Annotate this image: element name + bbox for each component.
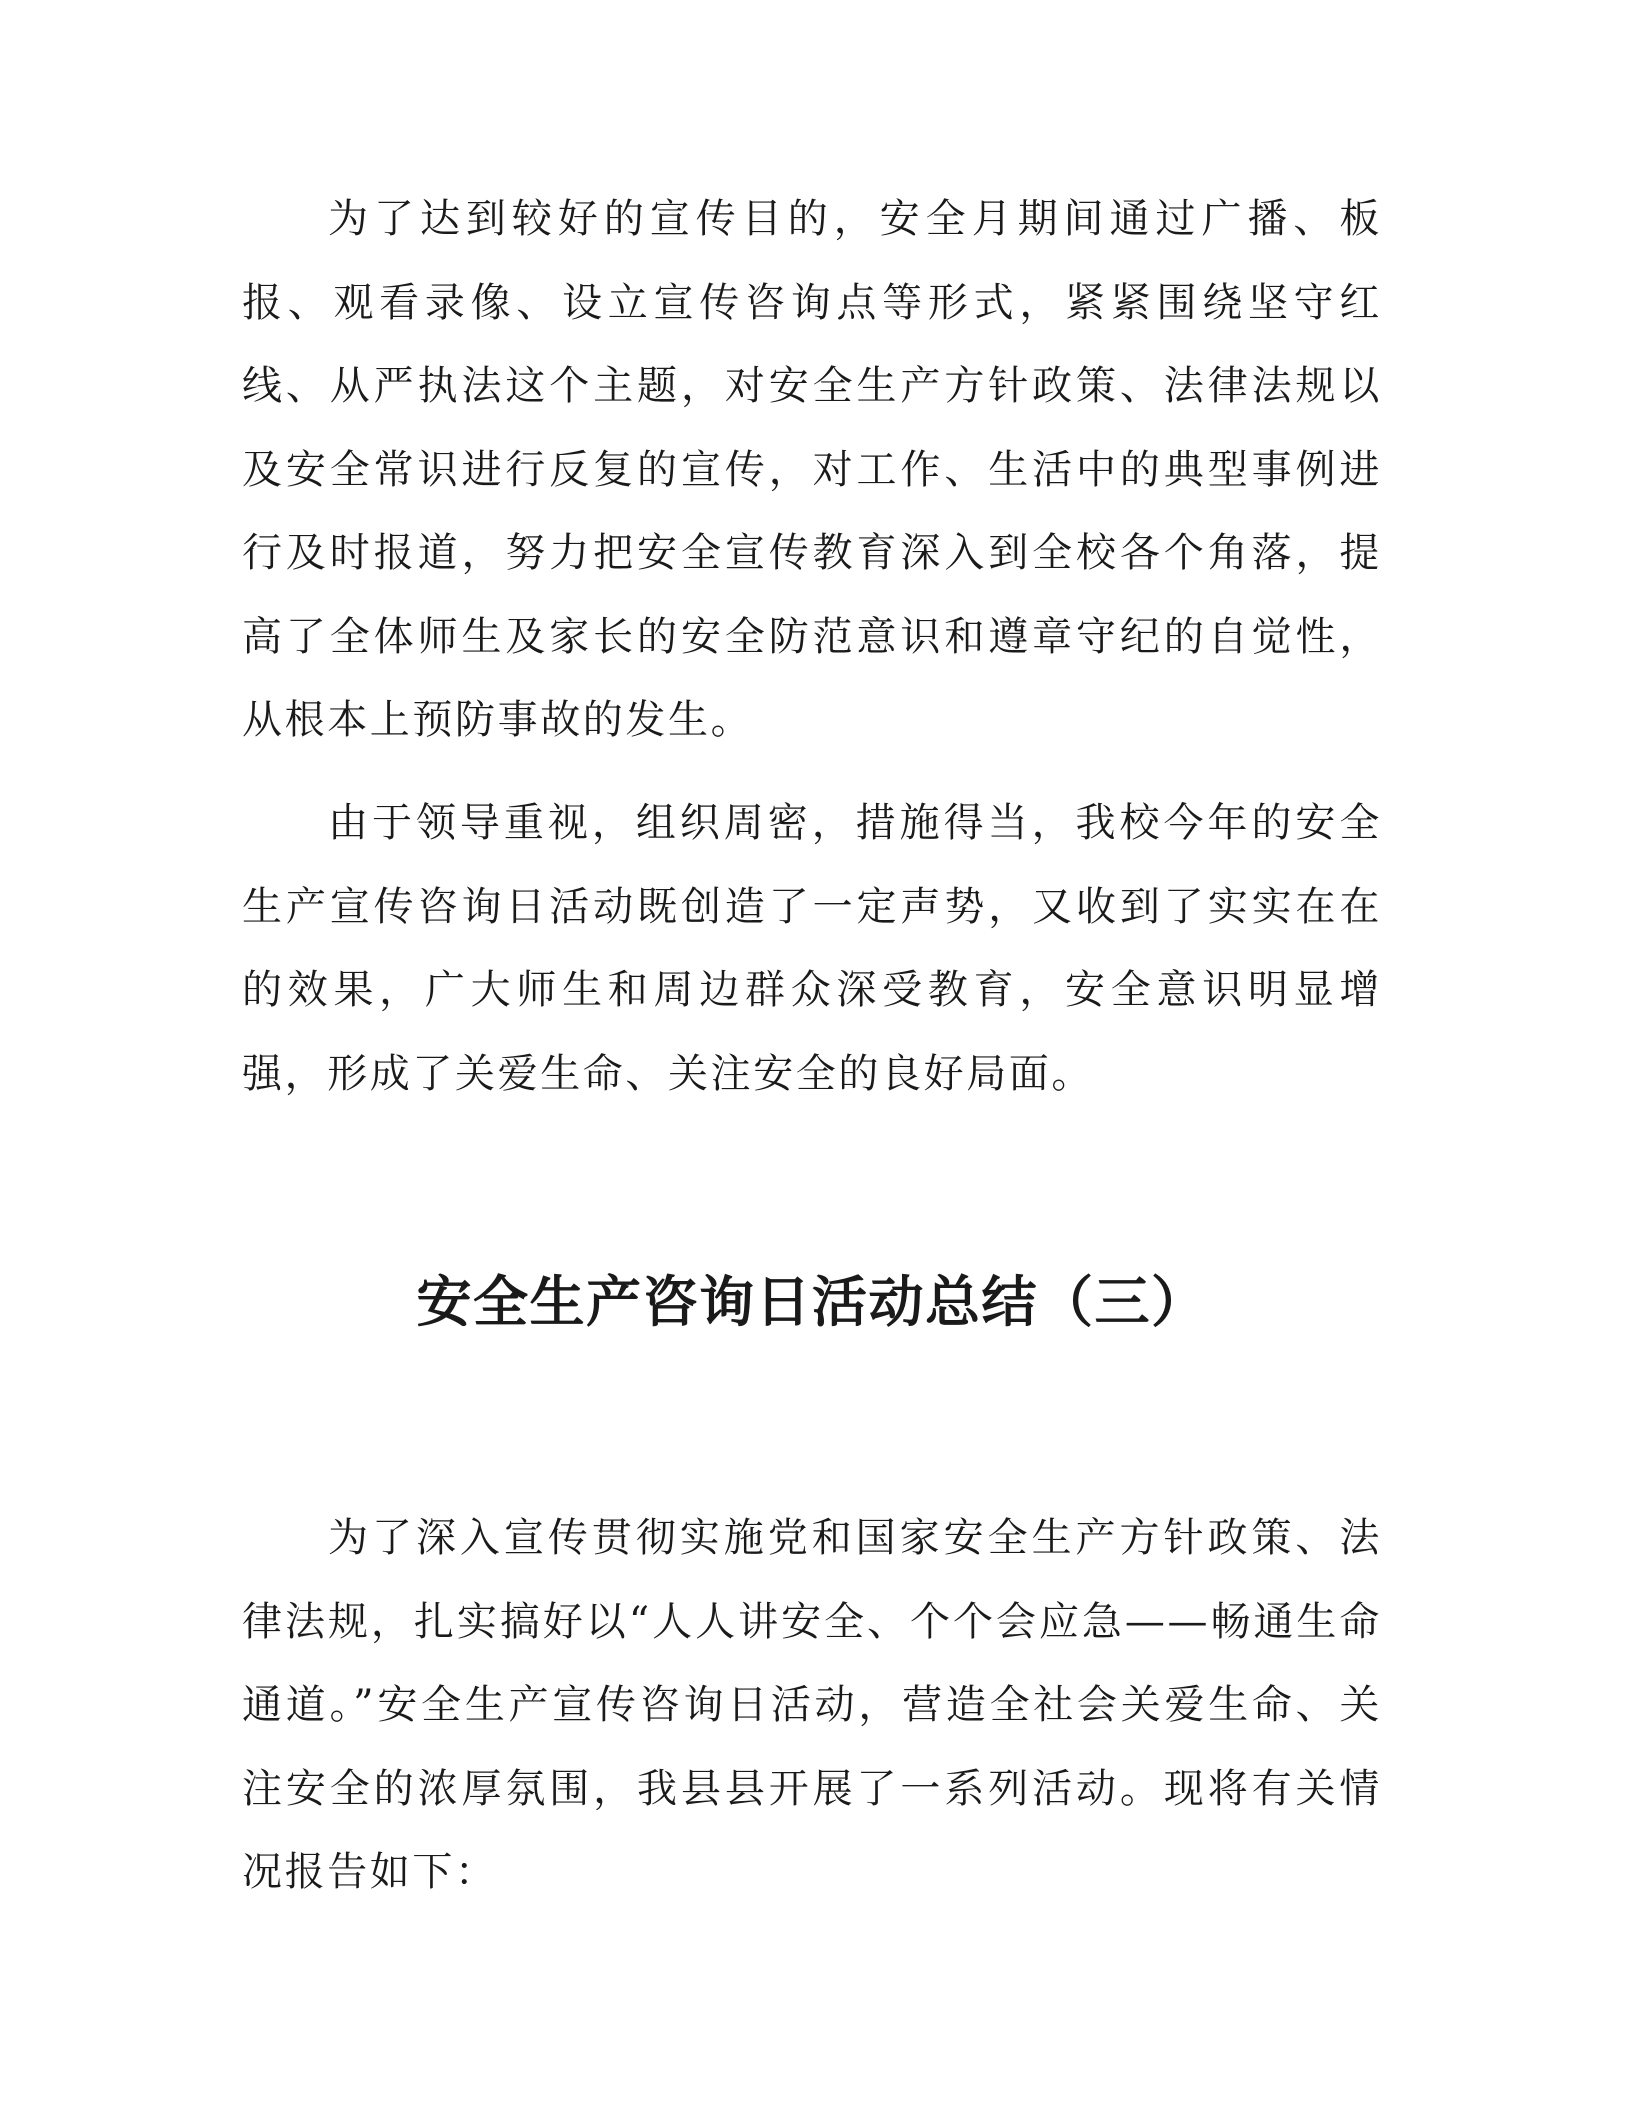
body-paragraph-3: 为了深入宣传贯彻实施党和国家安全生产方针政策、法律法规，扎实搞好以“人人讲安全、个个会应急——畅通生命通道。”安全生产宣传咨询日活动，营造全社会关爱生命、关注安全的浓厚氛围，我县县开展了一系列活动。现将有关情况报告如下： — [242, 1515, 1382, 1895]
section-title: 安全生产咨询日活动总结（三） — [416, 1269, 1208, 1334]
body-paragraph-2: 由于领导重视，组织周密，措施得当，我校今年的安全生产宣传咨询日活动既创造了一定声势，又收到了实实在在的效果，广大师生和周边群众深受教育，安全意识明显增强，形成了关爱生命、关注安全的良好局面。 — [242, 800, 1382, 1097]
body-paragraph-1: 为了达到较好的宣传目的，安全月期间通过广播、板报、观看录像、设立宣传咨询点等形式，紧紧围绕坚守红线、从严执法这个主题，对安全生产方针政策、法律法规以及安全常识进行反复的宣传，对工作、生活中的典型事例进行及时报道，努力把安全宣传教育深入到全校各个角落，提高了全体师生及家长的安全防范意识和遵章守纪的自觉性，从根本上预防事故的发生。 — [242, 196, 1382, 743]
